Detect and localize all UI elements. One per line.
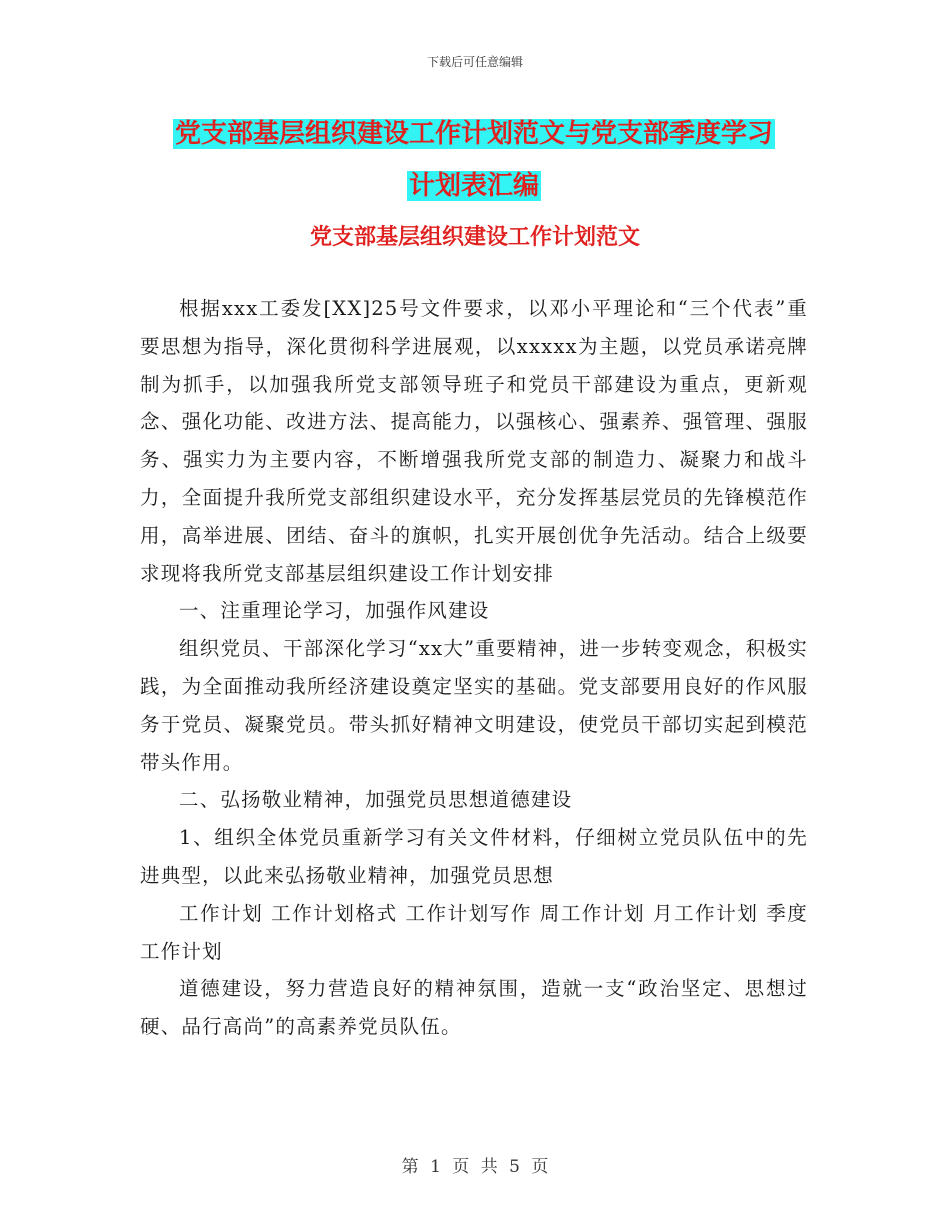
document-title-line-2: 计划表汇编 [408,171,539,201]
page-footer [0,1152,950,1177]
total-page-count: 5 [509,1157,520,1177]
paragraph-item-1: 1、组织全体党员重新学习有关文件材料，仔细树立党员队伍中的先进典型，以此来弘扬敬业精神，加强党员思想 [140,826,808,887]
document-title-line-1: 党支部基层组织建设工作计划范文与党支部季度学习 [174,119,773,149]
section-title: 党支部基层组织建设工作计划范文 [309,225,640,250]
paragraph-intro: 根据xxx工委发[XX]25号文件要求，以邓小平理论和“三个代表”重要思想为指导，深化贯彻科学进展观，以xxxxx为主题，以党员承诺亮牌制为抓手，以加强我所党支部领导班子和党员干部建设为重点，更新观念、强化功能、改进方法、提高能力，以强核心、强素养、强管理、强服务、强实力为主要内容，不断增强我所党支部的制造力、凝聚力和战斗力，全面提升我所党支部组织建设水平，充分发挥基层党员的先锋模范作用，高举进展、团结、奋斗的旗帜，扎实开展创优争先活动。结合上级要求现将我所党支部基层组织建设工作计划安排 [140,297,808,585]
paragraph-keywords: 工作计划 工作计划格式 工作计划写作 周工作计划 月工作计划 季度工作计划 [140,901,808,963]
header-note: 下载后可任意编辑 [426,55,523,69]
current-page-number: 1 [430,1157,441,1177]
document-body [140,290,808,1046]
footer-suffix: 页 [531,1157,549,1177]
heading-theory-study: 一、注重理论学习，加强作风建设 [179,599,490,623]
footer-prefix: 第 [401,1157,419,1177]
footer-page-word: 页 [452,1157,470,1177]
paragraph-theory-study: 组织党员、干部深化学习“xx大”重要精神，进一步转变观念，积极实践，为全面推动我所经济建设奠定坚实的基础。党支部要用良好的作风服务于党员、凝聚党员。带头抓好精神文明建设，使党员干部切实起到模范带头作用。 [140,637,808,774]
document-title [140,108,808,212]
paragraph-moral-building: 道德建设，努力营造良好的精神氛围，造就一支“政治坚定、思想过硬、品行高尚”的高素养党员队伍。 [140,977,808,1039]
heading-dedication: 二、弘扬敬业精神，加强党员思想道德建设 [179,788,573,812]
footer-total-word: 共 [480,1157,498,1177]
